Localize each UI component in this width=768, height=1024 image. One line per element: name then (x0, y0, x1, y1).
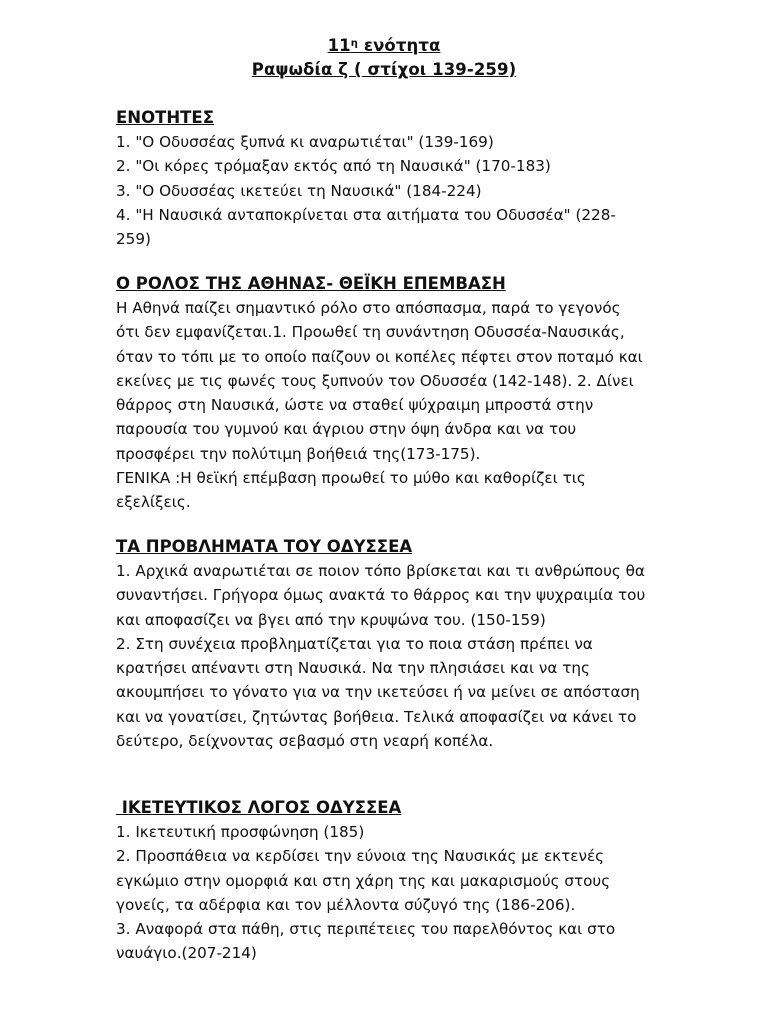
section-heading-units: ΕΝΟΤΗΤΕΣ (116, 108, 214, 127)
section-heading-problems: ΤΑ ΠΡΟΒΛΗΜΑΤΑ ΤΟΥ ΟΔΥΣΣΕΑ (116, 537, 413, 556)
title-unit-superscript: η (350, 38, 358, 49)
supplication-item-2: 2. Προσπάθεια να κερδίσει την εύνοια της Ναυσικάς με εκτενές εγκώμιο στην ομορφιά και στη χάρη της και μακαρισμούς στους γονείς, τα αδέρφια και τον μέλλοντα σύζυγό της (186-206). (116, 847, 611, 914)
title-unit-number: 11 (327, 36, 351, 55)
section-problems (116, 535, 646, 753)
supplication-item-1: 1. Ικετευτική προσφώνηση (185) (116, 823, 365, 841)
section-heading-athena: Ο ΡΟΛΟΣ ΤΗΣ ΑΘΗΝΑΣ- ΘΕΪΚΗ ΕΠΕΜΒΑΣΗ (116, 274, 506, 293)
section-athena (116, 272, 646, 515)
athena-body: Η Αθηνά παίζει σημαντικό ρόλο στο απόσπασμα, παρά το γεγονός ότι δεν εμφανίζεται.1. Προωθεί τη συνάντηση Οδυσσέα-Ναυσικάς, όταν το τόπι με το οποίο παίζουν οι κοπέλες πέφτει στον ποταμό και εκείνες με τις φωνές τους ξυπνούν τον Οδυσσέα (142-148). 2. Δίνει θάρρος στη Ναυσικά, ώστε να σταθεί ψύχραιμη μπροστά στην παρουσία του γυμνού και άγριου στην όψη άνδρα και να του προσφέρει την πολύτιμη βοήθειά της(173-175). (116, 299, 643, 463)
unit-item-3: 3. "Ο Οδυσσέας ικετεύει τη Ναυσικά" (184-224) (116, 181, 482, 200)
unit-item-2: 2. "Οι κόρες τρόμαξαν εκτός από τη Ναυσικά" (170-183) (116, 157, 551, 176)
unit-item-1: 1. "Ο Οδυσσέας ξυπνά κι αναρωτιέται" (139-169) (116, 133, 494, 151)
title-unit (0, 34, 768, 58)
problems-item-1: 1. Αρχικά αναρωτιέται σε ποιον τόπο βρίσκεται και τι ανθρώπους θα συναντήσει. Γρήγορα όμως ανακτά το θάρρος και την ψυχραιμία του και αποφασίζει να βγει από την κρυψώνα του. (150-159) (116, 562, 646, 629)
section-units (116, 106, 646, 251)
unit-item-4: 4. "Η Ναυσικά ανταποκρίνεται στα αιτήματα του Οδυσσέα" (228-259) (116, 205, 616, 249)
title-rhapsody: Ραψωδία ζ ( στίχοι 139-259) (251, 60, 517, 79)
athena-general: ΓΕΝΙΚΑ :Η θεϊκή επέμβαση προωθεί το μύθο και καθορίζει τις εξελίξεις. (116, 469, 586, 512)
problems-item-2: 2. Στη συνέχεια προβληματίζεται για το ποια στάση πρέπει να κρατήσει απέναντι στη Ναυσικά. Να την πλησιάσει και να της ακουμπήσει το γόνατο για να την ικετεύσει ή να μείνει σε απόσταση και να γονατίσει, ζητώντας βοήθεια. Τελικά αποφασίζει να κάνει το δεύτερο, δείχνοντας σεβασμό στη νεαρή κοπέλα. (116, 634, 640, 751)
supplication-item-3: 3. Αναφορά στα πάθη, στις περιπέτειες του παρελθόντος και στο ναυάγιο.(207-214) (116, 920, 616, 963)
section-heading-supplication: ΙΚΕΤΕΥΤΙΚΟΣ ΛΟΓΟΣ ΟΔΥΣΣΕΑ (116, 798, 402, 817)
section-supplication (116, 796, 646, 966)
document-title (0, 34, 768, 82)
title-unit-word: ενότητα (357, 36, 441, 55)
